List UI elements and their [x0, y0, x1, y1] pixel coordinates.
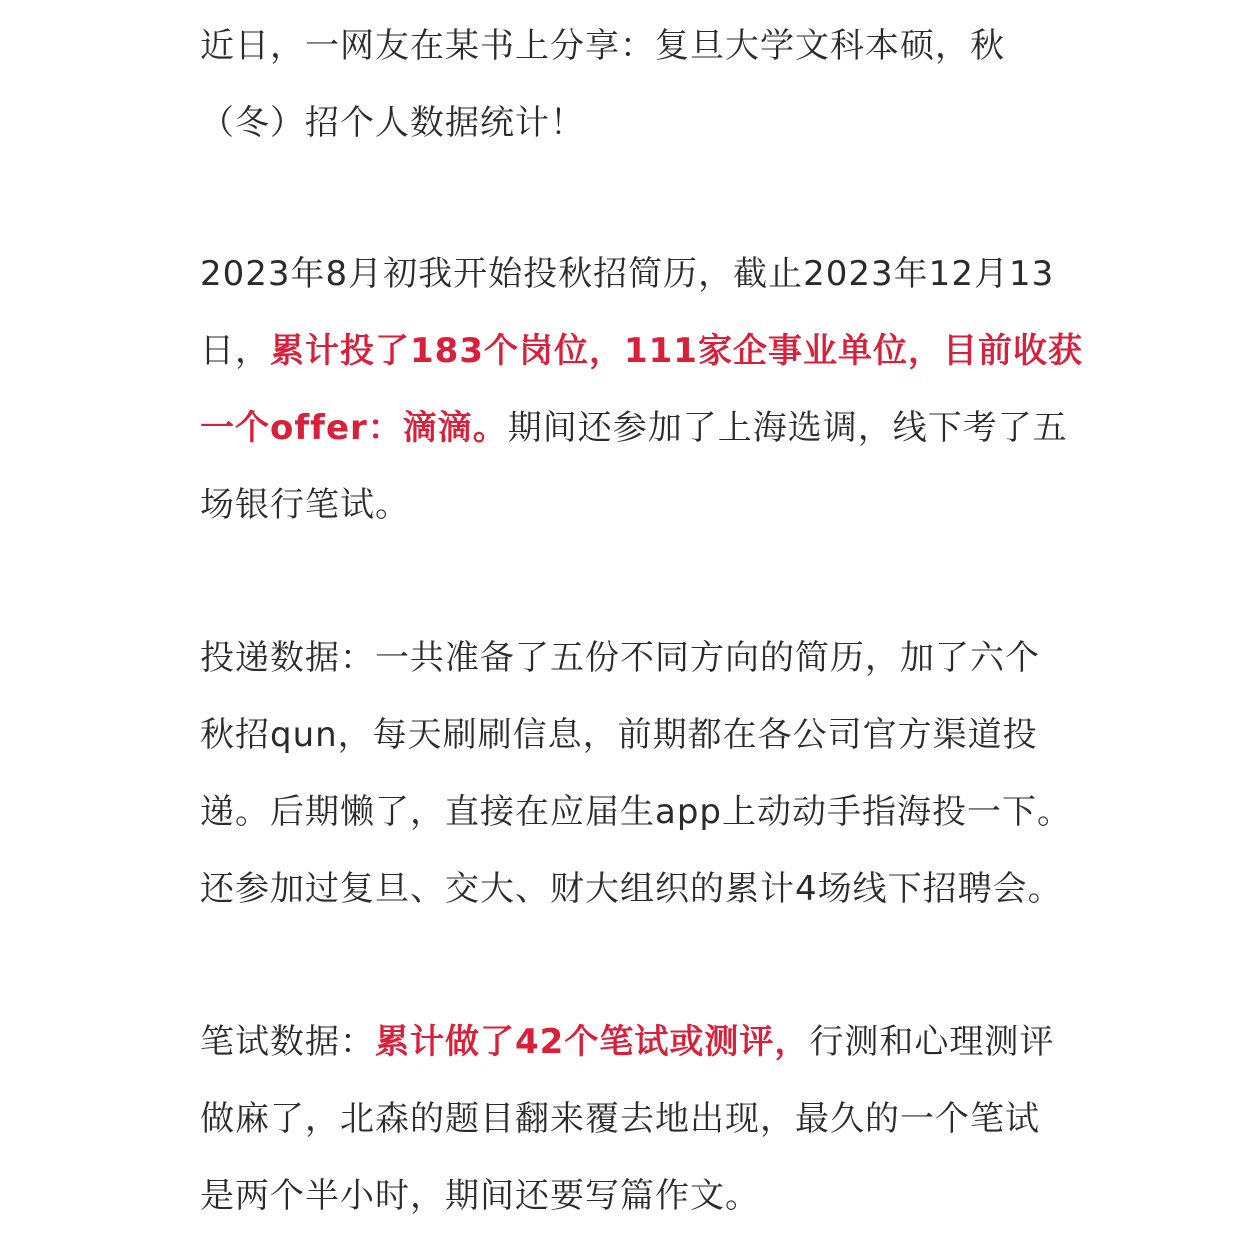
highlight-text: 累计做了42个笔试或测评， [375, 1022, 810, 1062]
text-line: 递。后期懒了，直接在应届生app上动动手指海投一下。 [200, 792, 1072, 832]
text-line: 投递数据：一共准备了五份不同方向的简历，加了六个 [200, 638, 1040, 678]
text-segment: 笔试数据： [200, 1022, 375, 1062]
text-line: 是两个半小时，期间还要写篇作文。 [200, 1176, 760, 1216]
paragraph-delivery-data [200, 620, 1072, 928]
highlight-text: 累计投了183个岗位，111家企事业单位，目前收获 [270, 331, 1083, 371]
text-line [200, 313, 1083, 390]
text-line: 场银行笔试。 [200, 485, 410, 525]
text-line: 近日，一网友在某书上分享：复旦大学文科本硕，秋 [200, 26, 1005, 66]
text-line: （冬）招个人数据统计！ [200, 103, 585, 143]
paragraph-intro [200, 8, 1005, 162]
text-line: 2023年8月初我开始投秋招简历，截止2023年12月13 [200, 254, 1055, 294]
paragraph-written-test-data [200, 1004, 1054, 1235]
paragraph-application-summary [200, 236, 1083, 544]
text-line: 还参加过复旦、交大、财大组织的累计4场线下招聘会。 [200, 869, 1063, 909]
text-line [200, 390, 1083, 467]
highlight-text: 一个offer：滴滴。 [200, 408, 508, 448]
text-line: 秋招qun，每天刷刷信息，前期都在各公司官方渠道投 [200, 715, 1038, 755]
text-segment: 期间还参加了上海选调，线下考了五 [507, 408, 1068, 448]
text-line [200, 1004, 1054, 1081]
text-segment: 日， [200, 331, 270, 371]
text-segment: 行测和心理测评 [809, 1022, 1055, 1062]
text-line: 做麻了，北森的题目翻来覆去地出现，最久的一个笔试 [200, 1099, 1040, 1139]
